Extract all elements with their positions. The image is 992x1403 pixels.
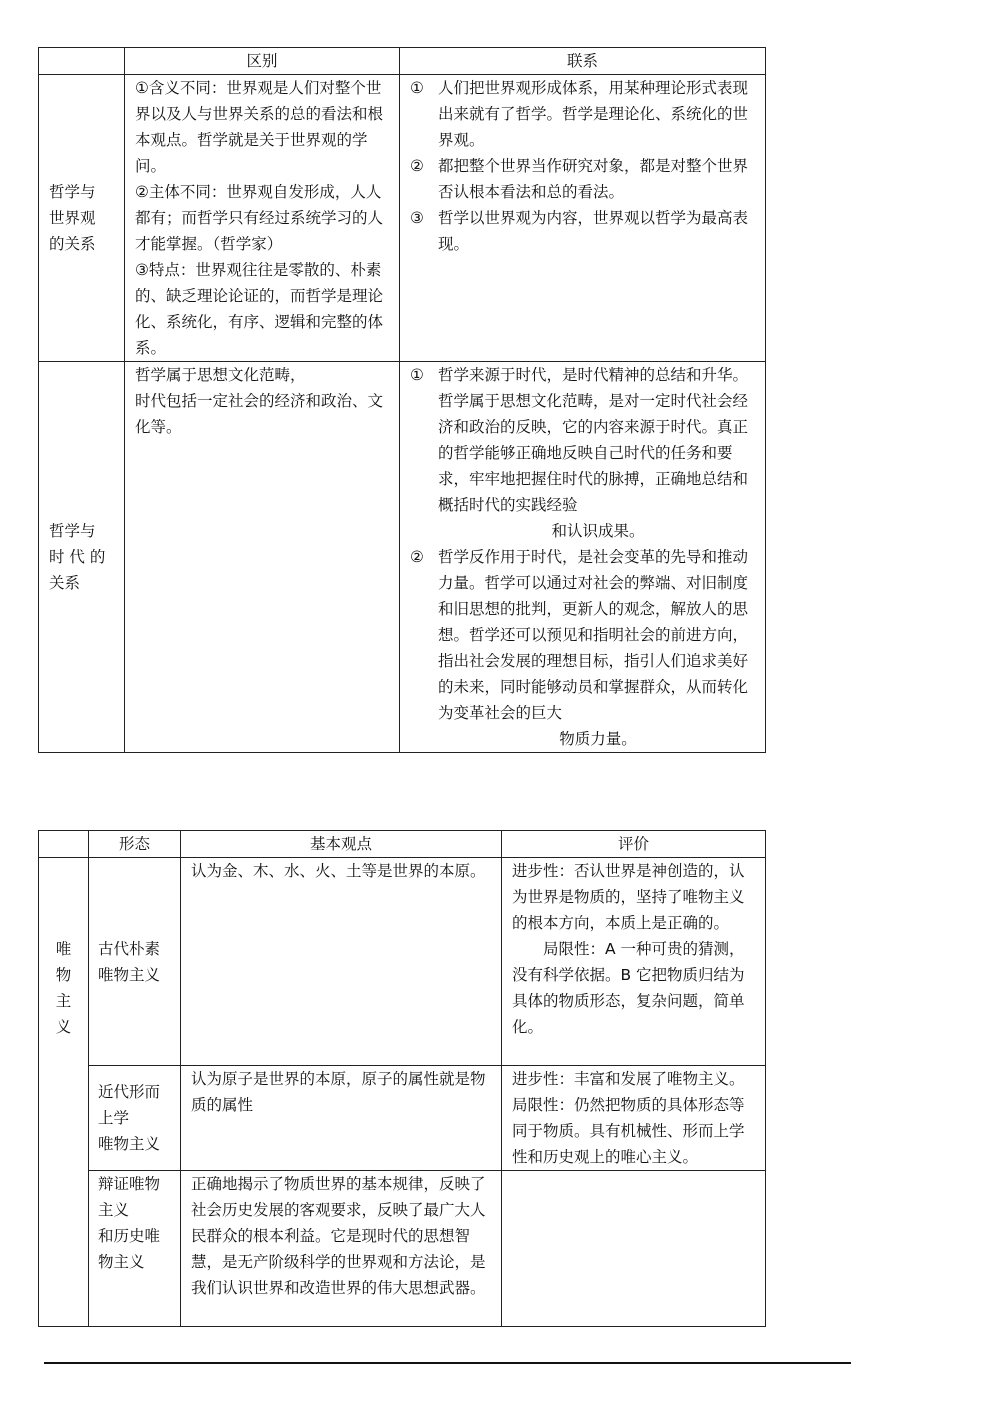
view-cell xyxy=(181,1066,502,1171)
table1-header-blank xyxy=(39,48,125,75)
era-connection-cell xyxy=(400,362,766,753)
item-text: 哲学来源于时代，是时代精神的总结和升华。哲学属于思想文化范畴，是对一定时代社会经济和政治的反映，它的内容来源于时代。真正的哲学能够正确地反映自己时代的任务和要求，牢牢地把握住时代的脉搏，正确地总结和概括时代的实践经验 xyxy=(438,366,749,514)
table1-header-difference: 区别 xyxy=(125,48,400,75)
connection-item xyxy=(410,205,758,257)
view-cell xyxy=(181,858,502,1066)
view-text: 认为金、木、水、火、土等是世界的本原。 xyxy=(191,862,486,880)
view-text: 认为原子是世界的本原，原子的属性就是物质的属性 xyxy=(191,1070,486,1114)
item-number: ② xyxy=(410,157,424,175)
table1-header-row xyxy=(39,48,766,75)
table2-header-form: 形态 xyxy=(89,831,181,858)
evaluation-progress: 进步性：丰富和发展了唯物主义。 xyxy=(512,1070,745,1088)
item-tail: 和认识成果。 xyxy=(551,522,645,540)
group-label-char: 唯 xyxy=(55,940,72,958)
footer-rule xyxy=(44,1362,851,1364)
group-label-char: 主 xyxy=(55,992,72,1010)
row-label-era xyxy=(39,362,125,753)
item-body xyxy=(438,544,758,752)
group-label-char: 义 xyxy=(55,1018,72,1036)
worldview-connection-cell xyxy=(400,75,766,362)
connection-item xyxy=(410,544,758,752)
table2-header-view: 基本观点 xyxy=(181,831,502,858)
table1-row-worldview xyxy=(39,75,766,362)
item-text: 哲学以世界观为内容，世界观以哲学为最高表现。 xyxy=(438,209,749,253)
row-label-text: 哲学与 世界观 的关系 xyxy=(49,183,96,253)
row-label-worldview xyxy=(39,75,125,362)
form-cell xyxy=(89,1066,181,1171)
evaluation-limitation: 局限性：仍然把物质的具体形态等同于物质。具有机械性、形而上学性和历史观上的唯心主义。 xyxy=(512,1096,745,1166)
table1-header-connection: 联系 xyxy=(400,48,766,75)
difference-item: ③特点：世界观往往是零散的、朴素的、缺乏理论论证的，而哲学是理论化、系统化，有序、逻辑和完整的体系。 xyxy=(135,261,384,357)
evaluation-progress: 进步性：否认世界是神创造的，认为世界是物质的，坚持了唯物主义的根本方向，本质上是正确的。 xyxy=(512,862,745,932)
era-difference-cell xyxy=(125,362,400,753)
item-text: 哲学反作用于时代，是社会变革的先导和推动力量。哲学可以通过对社会的弊端、对旧制度和旧思想的批判，更新人的观念，解放人的思想。哲学还可以预见和指明社会的前进方向，指出社会发展的理想目标，指引人们追求美好的未来，同时能够动员和掌握群众，从而转化为变革社会的巨大 xyxy=(438,548,749,722)
worldview-difference-cell xyxy=(125,75,400,362)
item-number: ② xyxy=(410,548,424,566)
form-text: 辩证唯物 主义 和历史唯 物主义 xyxy=(98,1175,161,1271)
group-label-materialism xyxy=(39,858,89,1327)
table1-row-era xyxy=(39,362,766,753)
form-cell xyxy=(89,858,181,1066)
item-body xyxy=(438,362,758,544)
item-text: 人们把世界观形成体系，用某种理论形式表现出来就有了哲学。哲学是理论化、系统化的世界观。 xyxy=(438,79,749,149)
table2-header-evaluation: 评价 xyxy=(502,831,766,858)
table2-row-ancient xyxy=(39,858,766,1066)
connection-item xyxy=(410,153,758,205)
form-cell xyxy=(89,1171,181,1327)
form-text: 近代形而 上学 唯物主义 xyxy=(98,1083,161,1153)
difference-item: ②主体不同：世界观自发形成，人人都有；而哲学只有经过系统学习的人才能掌握。（哲学家） xyxy=(135,183,384,253)
item-number: ① xyxy=(410,79,424,97)
form-text: 古代朴素 唯物主义 xyxy=(98,939,161,984)
item-text: 都把整个世界当作研究对象，都是对整个世界否认根本看法和总的看法。 xyxy=(438,157,749,201)
connection-item xyxy=(410,362,758,544)
evaluation-limitation: 局限性：A 一种可贵的猜测，没有科学依据。B 它把物质归结为具体的物质形态，复杂问题，简单化。 xyxy=(512,940,745,1036)
item-number: ① xyxy=(410,366,424,384)
item-number: ③ xyxy=(410,209,424,227)
table2-row-modern xyxy=(39,1066,766,1171)
view-text: 正确地揭示了物质世界的基本规律，反映了社会历史发展的客观要求，反映了最广大人民群众的根本利益。它是现时代的思想智慧，是无产阶级科学的世界观和方法论，是我们认识世界和改造世界的伟大思想武器。 xyxy=(191,1175,486,1297)
evaluation-cell xyxy=(502,1171,766,1327)
philosophy-relations-table xyxy=(38,47,766,753)
group-label-text xyxy=(39,858,88,1040)
group-label-char: 物 xyxy=(55,966,72,984)
evaluation-cell xyxy=(502,1066,766,1171)
row-label-text: 哲学与 时 代 的 关系 xyxy=(49,522,106,592)
difference-text: 哲学属于思想文化范畴， 时代包括一定社会的经济和政治、文化等。 xyxy=(135,366,384,436)
table2-row-dialectical xyxy=(39,1171,766,1327)
materialism-forms-table xyxy=(38,830,766,1327)
view-cell xyxy=(181,1171,502,1327)
evaluation-cell xyxy=(502,858,766,1066)
connection-item xyxy=(410,75,758,153)
difference-item: ①含义不同：世界观是人们对整个世界以及人与世界关系的总的看法和根本观点。哲学就是关于世界观的学问。 xyxy=(135,79,384,175)
table2-header-row xyxy=(39,831,766,858)
table2-header-blank xyxy=(39,831,89,858)
item-tail: 物质力量。 xyxy=(559,730,637,748)
